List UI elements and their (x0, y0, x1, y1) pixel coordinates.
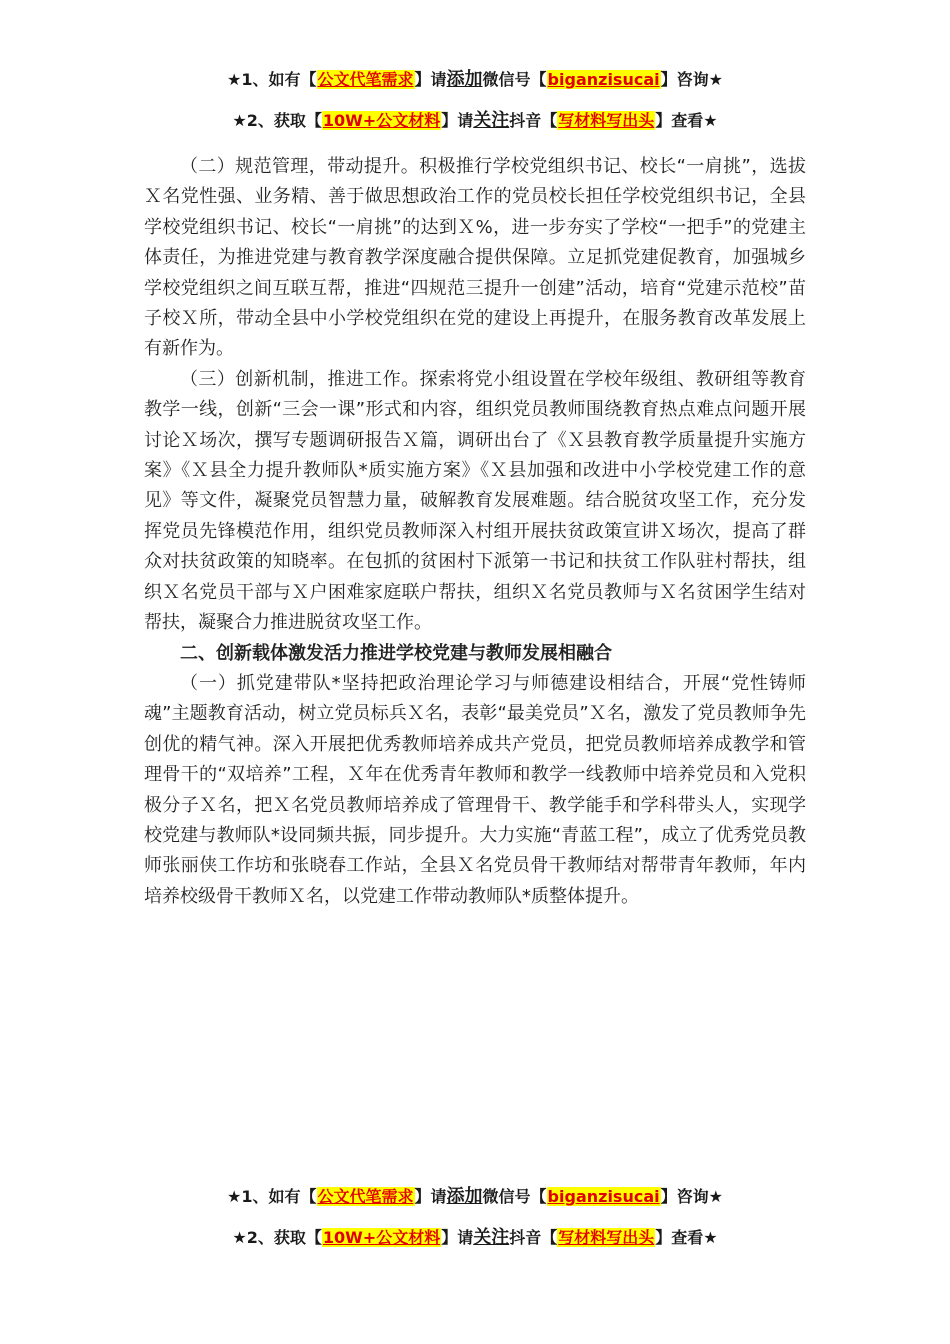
highlight-douyin-account: 写材料写出头 (558, 111, 655, 130)
section-heading: 二、创新载体激发活力推进学校党建与教师发展相融合 (180, 642, 612, 664)
highlight-materials: 10W+公文材料 (322, 111, 441, 130)
emphasis-add: 添加 (446, 1186, 483, 1207)
paragraph: （三）创新机制，推进工作。探索将党小组设置在学校年级组、教研组等教育教学一线，创新“三会一课”形式和内容，组织党员教师围绕教育热点难点问题开展讨论Ｘ场次，撰写专题调研报告Ｘ篇，调研出台了《Ｘ县教育教学质量提升实施方案》《Ｘ县全力提升教师队*质实施方案》《Ｘ县加强和改进中小学校党建工作的意见》等文件，凝聚党员智慧力量，破解教育发展难题。结合脱贫攻坚工作，充分发挥党员先锋模范作用，组织党员教师深入村组开展扶贫政策宣讲Ｘ场次，提高了群众对扶贫政策的知晓率。在包抓的贫困村下派第一书记和扶贫工作队驻村帮扶，组织Ｘ名党员干部与Ｘ户困难家庭联户帮扶，组织Ｘ名党员教师与Ｘ名贫困学生结对帮扶，凝聚合力推进脱贫攻坚工作。 (144, 368, 806, 634)
highlight-service: 公文代笔需求 (317, 1187, 414, 1206)
footer-ad-line-1: ★1、如有【公文代笔需求】请添加微信号【biganzisucai】咨询★ (227, 1186, 723, 1207)
paragraph: （一）抓党建带队*坚持把政治理论学习与师德建设相结合，开展“党性铸师魂”主题教育活动，树立党员标兵Ｘ名，表彰“最美党员”Ｘ名，激发了党员教师争先创优的精气神。深入开展把优秀教师培养成共产党员，把党员教师培养成教学和管理骨干的“双培养”工程，Ｘ年在优秀青年教师和教学一线教师中培养党员和入党积极分子Ｘ名，把Ｘ名党员教师培养成了管理骨干、教学能手和学科带头人，实现学校党建与教师队*设同频共振，同步提升。大力实施“青蓝工程”，成立了优秀党员教师张丽侠工作坊和张晓春工作站，全县Ｘ名党员骨干教师结对帮带青年教师，年内培养校级骨干教师Ｘ名，以党建工作带动教师队*质整体提升。 (144, 672, 806, 907)
highlight-douyin-account: 写材料写出头 (558, 1228, 655, 1247)
highlight-wechat-id: biganzisucai (547, 70, 660, 89)
emphasis-add: 添加 (446, 69, 483, 90)
emphasis-follow: 关注 (473, 1227, 510, 1248)
document-body (144, 152, 806, 912)
highlight-service: 公文代笔需求 (317, 70, 414, 89)
paragraph: （二）规范管理，带动提升。积极推行学校党组织书记、校长“一肩挑”，选拔Ｘ名党性强、业务精、善于做思想政治工作的党员校长担任学校党组织书记，全县学校党组织书记、校长“一肩挑”的达到Ｘ%，进一步夯实了学校“一把手”的党建主体责任，为推进党建与教育教学深度融合提供保障。立足抓党建促教育，加强城乡学校党组织之间互联互帮，推进“四规范三提升一创建”活动，培育“党建示范校”苗子校Ｘ所，带动全县中小学校党组织在党的建设上再提升，在服务教育改革发展上有新作为。 (144, 156, 806, 360)
footer-ad-line-2: ★2、获取【10W+公文材料】请关注抖音【写材料写出头】查看★ (232, 1227, 718, 1248)
header-ad-line-2: ★2、获取【10W+公文材料】请关注抖音【写材料写出头】查看★ (232, 110, 718, 131)
header-ad-line-1: ★1、如有【公文代笔需求】请添加微信号【biganzisucai】咨询★ (227, 69, 723, 90)
emphasis-follow: 关注 (473, 110, 510, 131)
highlight-wechat-id: biganzisucai (547, 1187, 660, 1206)
highlight-materials: 10W+公文材料 (322, 1228, 441, 1247)
